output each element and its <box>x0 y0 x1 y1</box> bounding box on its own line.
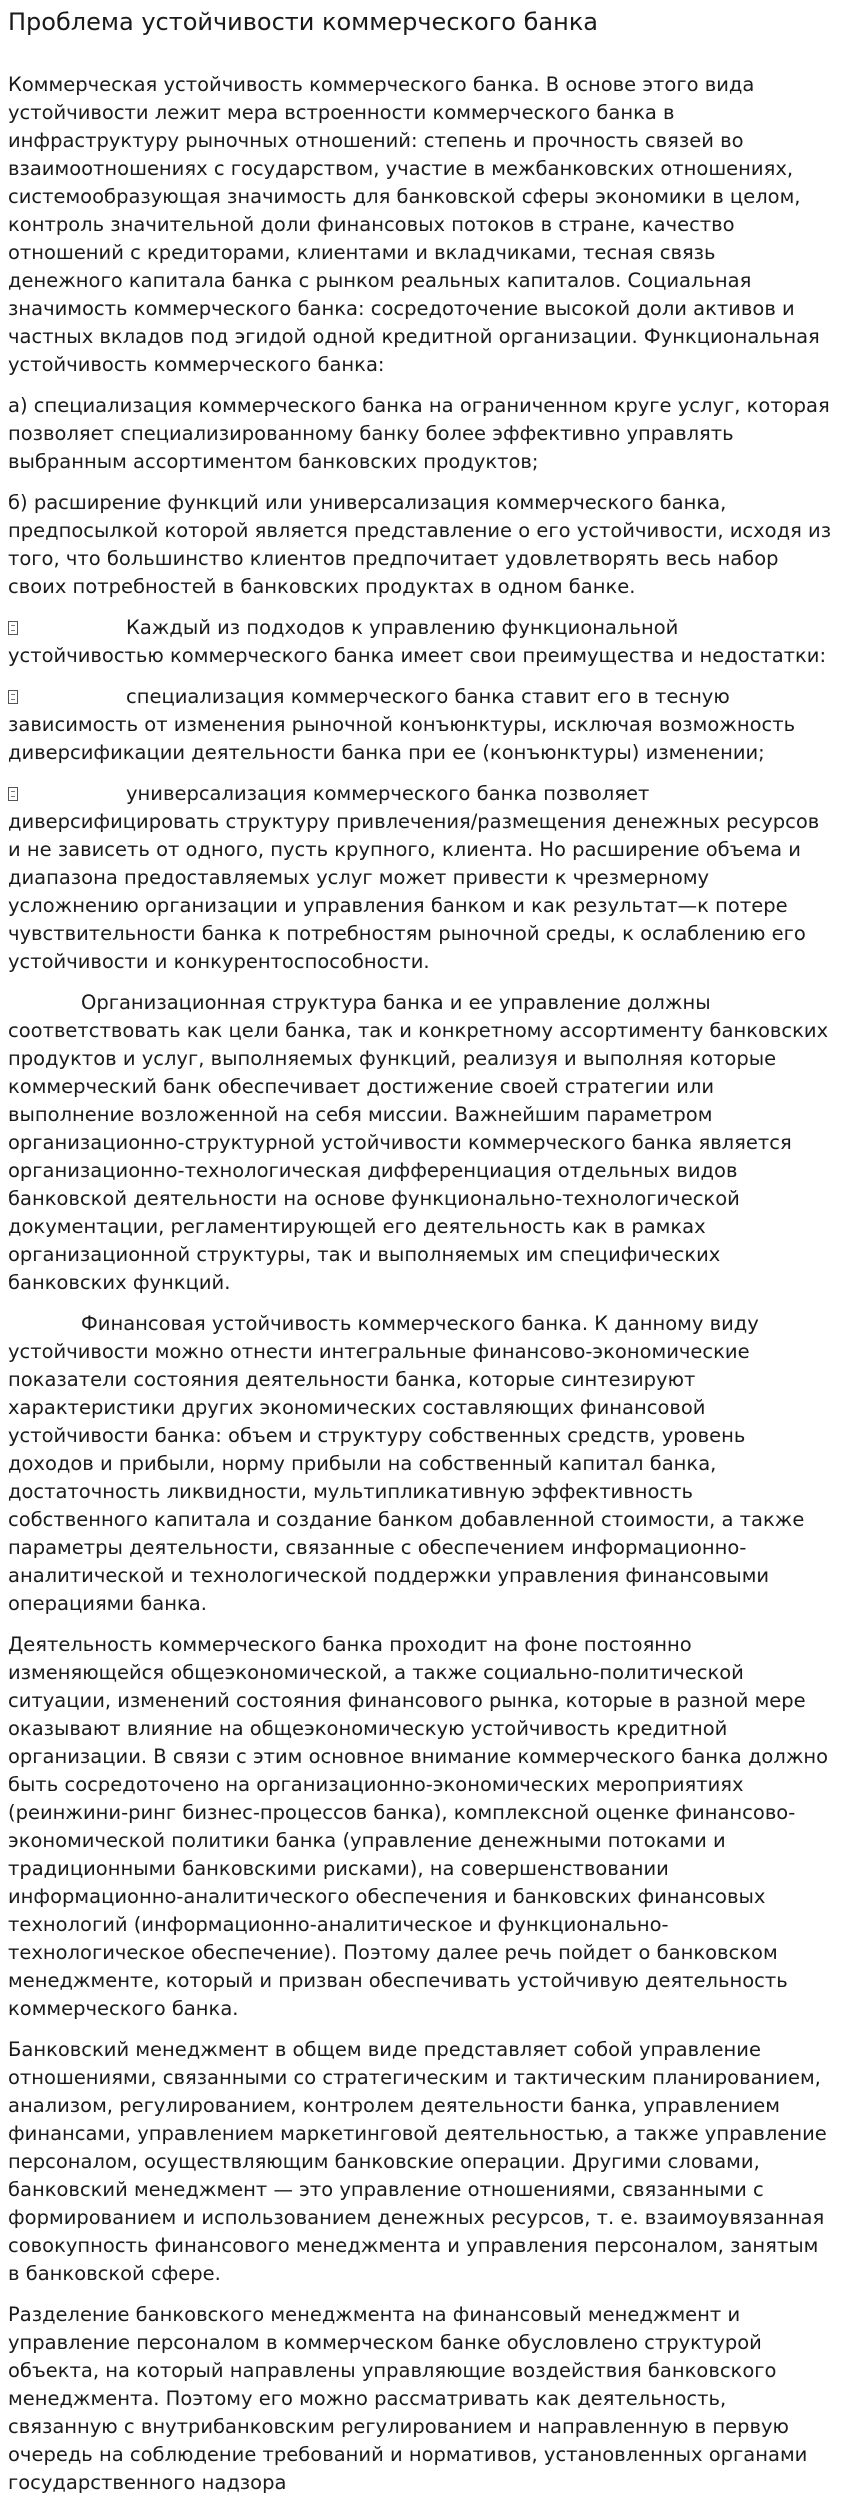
paragraph-item-b: б) расширение функций или универсализация коммерческого банка, предпосылкой которой является представление о его устойчивости, исходя из того, что большинство клиентов предпочитает удовлетворять весь набор своих потребностей в банковских продуктах в одном банке. <box>8 491 832 598</box>
bullet-icon <box>8 690 18 704</box>
paragraph-commercial-stability: Коммерческая устойчивость коммерческого банка. В основе этого вида устойчивости лежит мера встроенности коммерческого банка в инфраструктуру рыночных отношений: степень и прочность связей во взаимоотношениях с государством, участие в межбанковских отношениях, системообразующая значимость для банковской сферы экономики в целом, контроль значительной доли финансовых потоков в стране, качество отношений с кредиторами, клиентами и вкладчиками, тесная связь денежного капитала банка с рынком реальных капиталов. Социальная значимость коммерческого банка: сосредоточение высокой доли активов и частных вкладов под эгидой одной кредитной организации. Функциональная устойчивость коммерческого банка: <box>8 73 820 376</box>
paragraph-organizational-structure: Организационная структура банка и ее управление должны соответствовать как цели банка, так и конкретному ассортименту банковских продуктов и услуг, выполняемых функций, реализуя и выполняя которые коммерческий банк обеспечивает достижение своей стратегии или выполнение возложенной на себя миссии. Важнейшим параметром организационно-структурной устойчивости коммерческого банка является организационно-технологическая дифференциация отдельных видов банковской деятельности на основе функционально-технологической документации, регламентирующей его деятельность как в рамках организационной структуры, так и выполняемых им специфических банковских функций. <box>8 991 829 1294</box>
bullet-item <box>8 780 832 976</box>
page-title: Проблема устойчивости коммерческого банка <box>8 8 599 36</box>
bullet-item <box>8 614 832 670</box>
paragraph-management-division: Разделение банковского менеджмента на финансовый менеджмент и управление персоналом в коммерческом банке обусловлено структурой объекта, на который направлены управляющие воздействия банковского менеджмента. Поэтому его можно рассматривать как деятельность, связанную с внутрибанковским регулированием и направленную в первую очередь на соблюдение требований и нормативов, установленных органами государственного надзора <box>8 2303 808 2494</box>
paragraph-bank-management: Банковский менеджмент в общем виде представляет собой управление отношениями, связанными со стратегическим и тактическим планированием, анализом, регулированием, контролем деятельности банка, управлением финансами, управлением маркетинговой деятельностью, а также управление персоналом, осуществляющим банковские операции. Другими словами, банковский менеджмент — это управление отношениями, связанными с формированием и использованием денежных ресурсов, т. е. взаимоувязанная совокупность финансового менеджмента и управления персоналом, занятым в банковской сфере. <box>8 2038 827 2285</box>
bullet-text: специализация коммерческого банка ставит его в тесную зависимость от изменения рыночной конъюнктуры, исключая возможность диверсификации деятельности банка при ее (конъюнктуры) изменении; <box>8 685 796 764</box>
bullet-icon <box>8 787 18 801</box>
paragraph-bank-activity: Деятельность коммерческого банка проходит на фоне постоянно изменяющейся общеэкономической, а также социально-политической ситуации, изменений состояния финансового рынка, которые в разной мере оказывают влияние на общеэкономическую устойчивость кредитной организации. В связи с этим основное внимание коммерческого банка должно быть сосредоточено на организационно-экономических мероприятиях (реинжини-ринг бизнес-процессов банка), комплексной оценке финансово-экономической политики банка (управление денежными потоками и традиционными банковскими рисками), на совершенствовании информационно-аналитического обеспечения и банковских финансовых технологий (информационно-аналитическое и функционально-технологическое обеспечение). Поэтому далее речь пойдет о банковском менеджменте, который и призван обеспечивать устойчивую деятельность коммерческого банка. <box>8 1633 829 2020</box>
bullet-text: Каждый из подходов к управлению функциональной устойчивостью коммерческого банка имеет свои преимущества и недостатки: <box>8 616 827 667</box>
paragraph-financial-stability: Финансовая устойчивость коммерческого банка. К данному виду устойчивости можно отнести интегральные финансово-экономические показатели состояния деятельности банка, которые синтезируют характеристики других экономических составляющих финансовой устойчивости банка: объем и структуру собственных средств, уровень доходов и прибыли, норму прибыли на собственный капитал банка, достаточность ликвидности, мультипликативную эффективность собственного капитала и создание банком добавленной стоимости, а также параметры деятельности, связанные с обеспечением информационно-аналитической и технологической поддержки управления финансовыми операциями банка. <box>8 1312 805 1615</box>
bullet-icon <box>8 621 18 635</box>
bullet-text: универсализация коммерческого банка позволяет диверсифицировать структуру привлечения/размещения денежных ресурсов и не зависеть от одного, пусть крупного, клиента. Но расширение объема и диапазона предоставляемых услуг может привести к чрезмерному усложнению организации и управления банком и как результат—к потере чувствительности банка к потребностям рыночной среды, к ослаблению его устойчивости и конкурентоспособности. <box>8 782 820 973</box>
paragraph-item-a: а) специализация коммерческого банка на ограниченном круге услуг, которая позволяет специализированному банку более эффективно управлять выбранным ассортиментом банковских продуктов; <box>8 394 830 473</box>
bullet-item <box>8 683 832 767</box>
